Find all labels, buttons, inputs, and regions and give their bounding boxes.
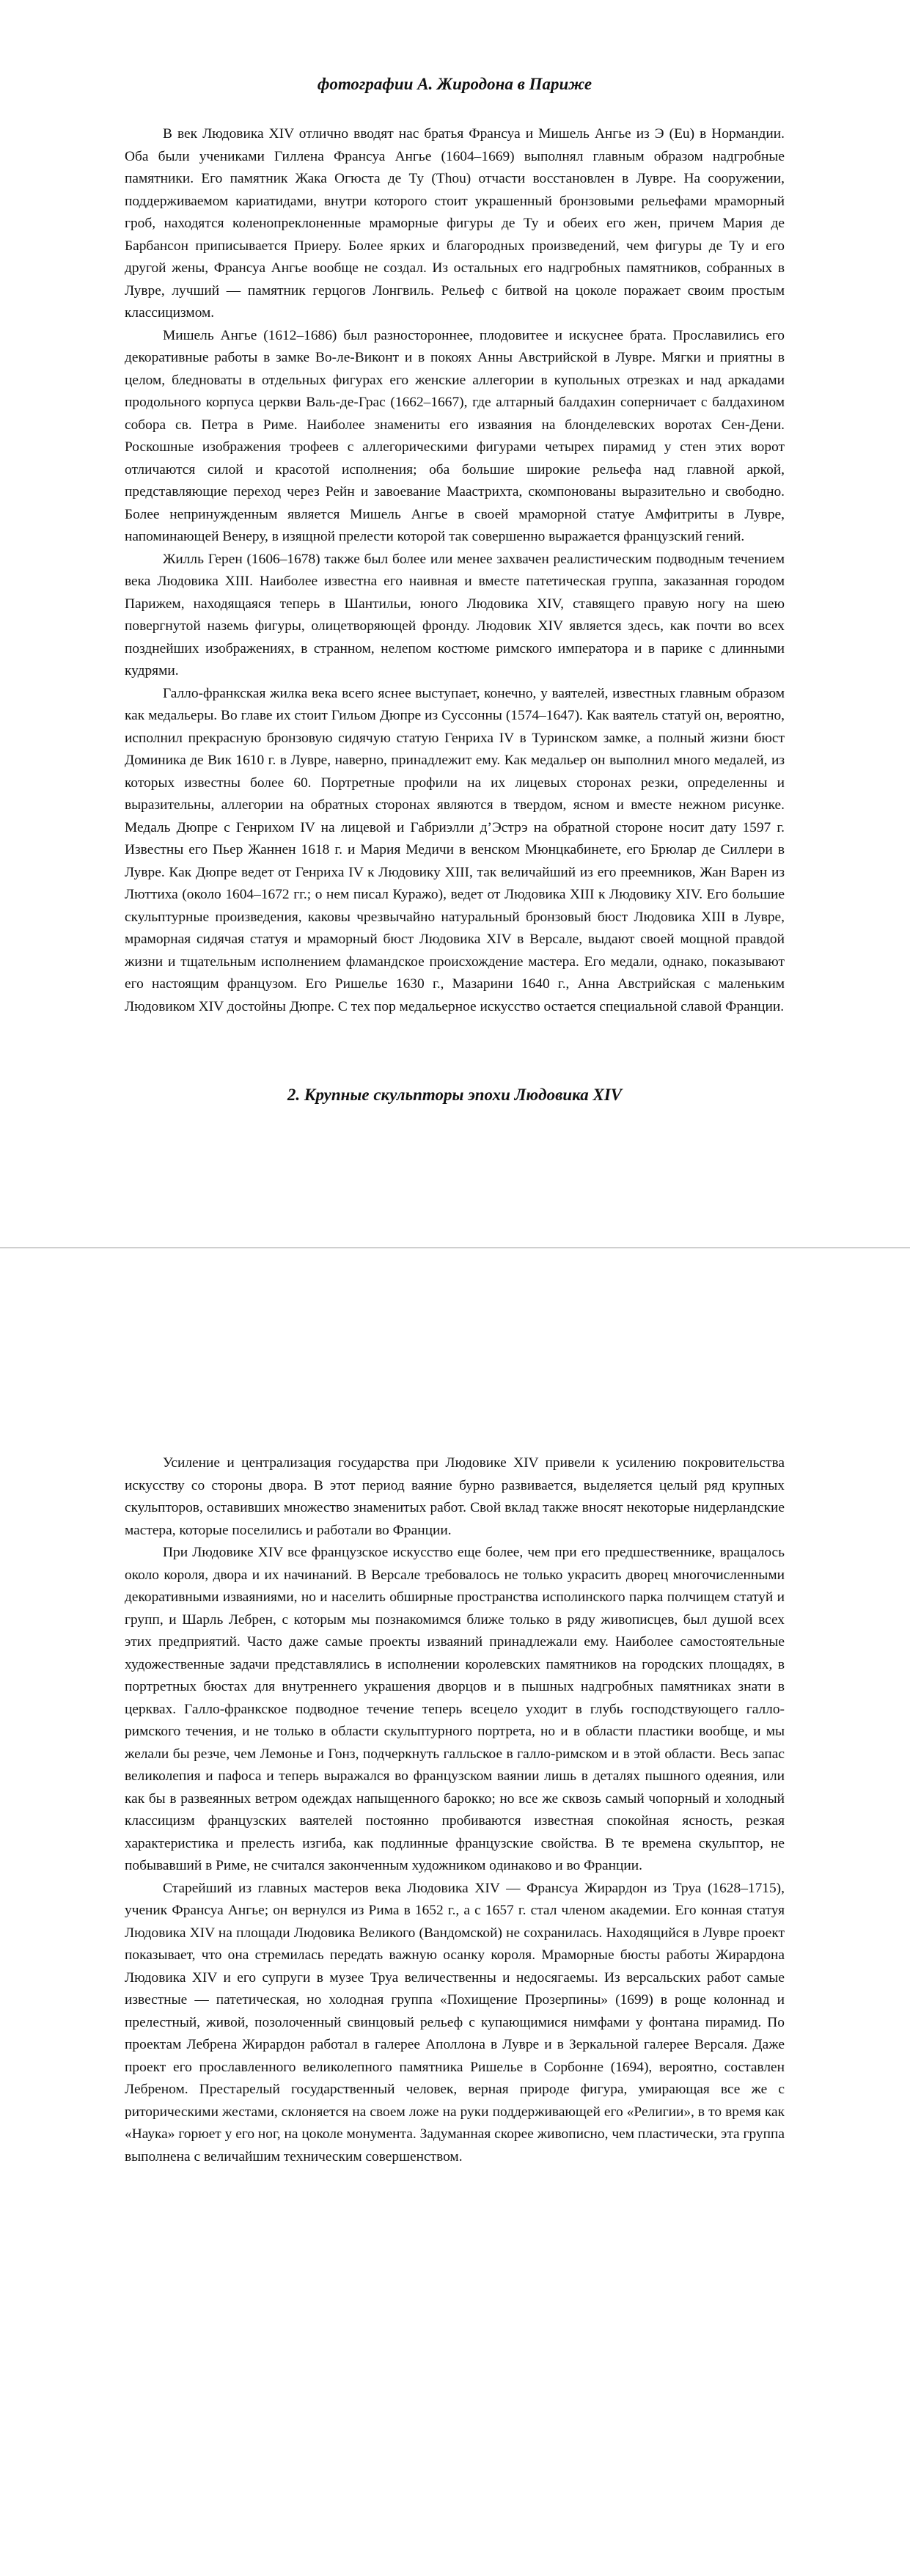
paragraph: Жилль Герен (1606–1678) также был более или менее захвачен реалистическим подводным течением века Людовика XIII. Наиболее известна его наивная и вместе патетическая группа, заказанная городом Парижем, находящаяся теперь в Шантильи, юного Людовика XIV, ставящего правую ногу на шею повергнутой наземь фигуры, олицетворяющей фронду. Людовик XIV является здесь, как почти во всех позднейших изображениях, в странном, нелепом костюме римского императора и в парике с длинными кудрями. (125, 551, 785, 678)
page-2-body (125, 1452, 785, 2168)
top-heading: фотографии А. Жиродона в Париже (317, 75, 592, 93)
paragraph: При Людовике XIV все французское искусство еще более, чем при его предшественнике, вращалось около короля, двора и их начинаний. В Версале требовалось не только украсить дворец многочисленными декоративными изваяниями, но и населить обширные пространства исполинского парка полчищем статуй и групп, и Шарль Лебрен, с которым мы познакомимся ближе только в ряду живописцев, был душой всех этих предприятий. Часто даже самые проекты изваяний принадлежали ему. Наиболее самостоятельные художественные задачи представлялись в исполнении королевских памятников на городских площадях, в портретных бюстах для внутреннего украшения дворцов и в пышных надгробных памятниках знати в церквах. Галло-франкское подводное течение теперь всецело уходит в глубь господствующего галло-римского течения, и не только в области скульптурного портрета, но и в области пластики вообще, и мы желали бы резче, чем Лемонье и Гонз, подчеркнуть галльское в галло-римском и в этой области. Весь запас великолепия и пафоса и теперь выражался во французском ваянии лишь в деталях пышного одеяния, или как бы в развеянных ветром одеждах напыщенного барокко; но все же сквозь самый чопорный и холодный классицизм французских ваятелей постоянно пробиваются известная спокойная ясность, резкая характеристика и прелесть изгиба, как подлинные французские свойства. В те времена скульптор, не побывавший в Риме, не считался законченным художником одинаково и во Франции. (125, 1545, 785, 1873)
section-heading-block (125, 1084, 785, 1106)
page-1-body (125, 123, 785, 1018)
paragraph: В век Людовика XIV отлично вводят нас братья Франсуа и Мишель Ангье из Э (Eu) в Нормандии. Оба были учениками Гиллена Франсуа Ангье (1604–1669) выполнял главным образом надгробные памятники. Его памятник Жака Огюста де Ту (Thou) отчасти восстановлен в Лувре. На сооружении, поддерживаемом кариатидами, внутри которого стоит украшенный бронзовыми рельефами мраморный гроб, находятся коленопреклоненные мраморные фигуры де Ту и обеих его жен, причем Мария де Барбансон приписывается Приеру. Более ярких и благородных произведений, чем фигуры де Ту и его другой жены, Франсуа Ангье вообще не создал. Из остальных его надгробных памятников, собранных в Лувре, лучший — памятник герцогов Лонгвиль. Рельеф с битвой на цоколе поражает своим простым классицизмом. (125, 126, 785, 321)
document-page-1 (0, 0, 910, 1218)
paragraph: Старейший из главных мастеров века Людовика XIV — Франсуа Жирардон из Труа (1628–1715), ученик Франсуа Ангье; он вернулся из Рима в 1652 г., а с 1657 г. стал членом академии. Его конная статуя Людовика XIV на площади Людовика Великого (Вандомской) не сохранилась. Находящийся в Лувре проект показывает, что она стремилась передать важную осанку короля. Мраморные бюсты работы Жирардона Людовика XIV и его супруги в музее Труа величественны и недосягаемы. Из версальских работ самые известные — патетическая, но холодная группа «Похищение Прозерпины» (1699) в роще колоннад и прелестный, живой, позолоченный свинцовый рельеф с купающимися нимфами у фонтана пирамид. По проектам Лебрена Жирардон работал в галерее Аполлона в Лувре и в Зеркальной галерее Версаля. Даже проект его прославленного великолепного памятника Ришелье в Сорбонне (1694), вероятно, составлен Лебреном. Престарелый государственный человек, верная природе фигура, умирающая все же с риторическими жестами, склоняется на своем ложе на руки поддерживающей его «Религии», в то время как «Наука» горюет у его ног, на цоколе монумента. Задуманная скорее живописно, чем пластически, эта группа выполнена с величайшим техническим совершенством. (125, 1880, 785, 2165)
paragraph: Усиление и централизация государства при Людовике XIV привели к усилению покровительства искусству со стороны двора. В этот период ваяние бурно развивается, выделяется целый ряд крупных скульпторов, оставивших множество знаменитых работ. Свой вклад также вносят некоторые нидерландские мастера, которые поселились и работали во Франции. (125, 1455, 785, 1538)
document-page-2 (0, 1320, 910, 2576)
paragraph: Галло-франкская жилка века всего яснее выступает, конечно, у ваятелей, известных главным образом как медальеры. Во главе их стоит Гильом Дюпре из Суссонны (1574–1647). Как ваятель статуй он, вероятно, исполнил прекрасную бронзовую сидячую статую Генриха IV в Туринском замке, а полный жизни бюст Доминика де Вик 1610 г. в Лувре, наверно, принадлежит ему. Как медальер он выполнил много медалей, из которых известны более 60. Портретные профили на их лицевых сторонах резки, определенны и выразительны, аллегории на обратных сторонах являются в твердом, ясном и вместе нежном рисунке. Медаль Дюпре с Генрихом IV на лицевой и Габриэлли д’Эстрэ на обратной стороне носит дату 1597 г. Известны его Пьер Жаннен 1618 г. и Мария Медичи в венском Мюнцкабинете, его Брюлар де Силлери в Лувре. Как Дюпре ведет от Генриха IV к Людовику XIII, так величайший из его преемников, Жан Варен из Люттиха (около 1604–1672 гг.; о нем писал Куражо), ведет от Людовика XIII к Людовику XIV. Его большие скульптурные произведения, каковы чрезвычайно натуральный бронзовый бюст Людовика XIII в Лувре, мраморная сидячая статуя и мраморный бюст Людовика XIV в Версале, выдают своей мощной правдой жизни и тщательным исполнением фламандское происхождение мастера. Его медали, однако, показывают его настоящим французом. Его Ришелье 1630 г., Мазарини 1640 г., Анна Австрийская с маленьким Людовиком XIV достойны Дюпре. С тех пор медальерное искусство остается специальной славой Франции. (125, 685, 785, 1014)
paragraph: Мишель Ангье (1612–1686) был разностороннее, плодовитее и искуснее брата. Прославились его декоративные работы в замке Во-ле-Виконт и в покоях Анны Австрийской в Лувре. Мягки и приятны в целом, бледноваты в отдельных фигурах его женские аллегории в купольных отрезках и над аркадами продольного корпуса церкви Валь-де-Грас (1662–1667), где алтарный балдахин соперничает с балдахином собора св. Петра в Риме. Наиболее знамениты его изваяния на блонделевских воротах Сен-Дени. Роскошные изображения трофеев с аллегорическими фигурами четырех пирамид у стен этих ворот отличаются силой и красотой исполнения; оба большие широкие рельефа над главной аркой, представляющие переход через Рейн и завоевание Маастрихта, скомпонованы выразительно и свободно. Более непринужденным является Мишель Ангье в своей мраморной статуе Амфитриты в Лувре, напоминающей Венеру, в изящной прелести которой так совершенно выражается французский гений. (125, 327, 785, 544)
page-heading-block (125, 73, 785, 95)
section-heading: 2. Крупные скульпторы эпохи Людовика XIV (287, 1086, 623, 1104)
page-separator (0, 1247, 910, 1248)
